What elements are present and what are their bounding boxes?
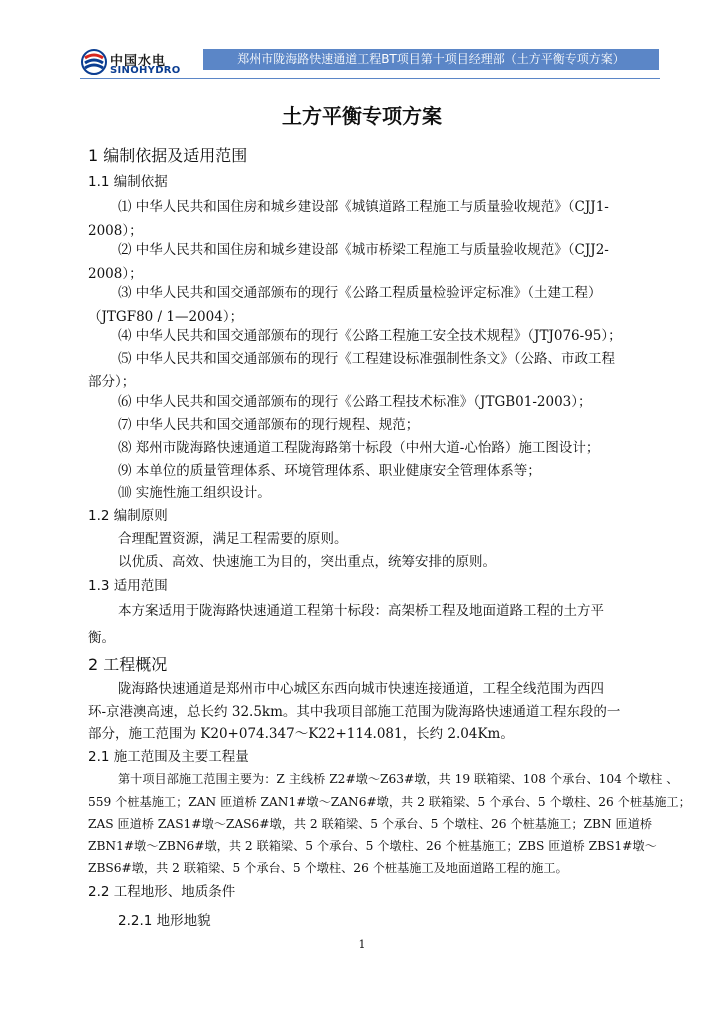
document-title: 土方平衡专项方案: [282, 104, 442, 128]
paragraph-line: （JTGF80 / 1—2004）；: [88, 309, 244, 325]
paragraph-line: 部分，施工范围为 K20+074.347～K22+114.081，长约 2.04Km。: [88, 726, 514, 742]
paragraph-line: ⑶ 中华人民共和国交通部颁布的现行《公路工程质量检验评定标准》（土建工程）: [118, 285, 602, 301]
subsubsection-heading: 2.2.1 地形地貌: [118, 913, 211, 929]
paragraph-line: 2008）；: [88, 223, 143, 239]
paragraph-line: ZAS 匝道桥 ZAS1#墩～ZAS6#墩，共 2 联箱梁、5 个承台、5 个墩柱、26 个桩基施工；ZBN 匝道桥: [88, 817, 653, 831]
section-heading: 2 工程概况: [88, 655, 168, 674]
paragraph-line: 陇海路快速通道是郑州市中心城区东西向城市快速连接通道，工程全线范围为西四: [118, 681, 604, 697]
paragraph-line: 以优质、高效、快速施工为目的，突出重点，统筹安排的原则。: [118, 554, 496, 570]
paragraph-line: ⑷ 中华人民共和国交通部颁布的现行《公路工程施工安全技术规程》（JTJ076-95）；: [118, 328, 622, 344]
sinohydro-logo: [80, 48, 192, 78]
paragraph-line: ⑽ 实施性施工组织设计。: [118, 485, 271, 501]
subsection-heading: 2.2 工程地形、地质条件: [88, 884, 236, 900]
paragraph-line: ⑼ 本单位的质量管理体系、环境管理体系、职业健康安全管理体系等；: [118, 463, 541, 479]
subsection-heading: 1.3 适用范围: [88, 578, 168, 594]
subsection-heading: 1.2 编制原则: [88, 508, 168, 524]
paragraph-line: ⑸ 中华人民共和国交通部颁布的现行《工程建设标准强制性条文》（公路、市政工程: [118, 351, 616, 367]
subsection-heading: 2.1 施工范围及主要工程量: [88, 749, 249, 765]
paragraph-line: 2008）；: [88, 266, 143, 282]
paragraph-line: 环-京港澳高速，总长约 32.5km。其中我项目部施工范围为陇海路快速通道工程东段的一: [88, 704, 621, 720]
paragraph-line: 559 个桩基施工；ZAN 匝道桥 ZAN1#墩～ZAN6#墩，共 2 联箱梁、5 个承台、5 个墩柱、26 个桩基施工；: [88, 795, 691, 809]
paragraph-line: ⑻ 郑州市陇海路快速通道工程陇海路第十标段（中州大道-心怡路）施工图设计；: [118, 440, 600, 456]
logo-chinese-text: 中国水电: [110, 54, 167, 69]
header-banner: 郑州市陇海路快速通道工程BT项目第十项目经理部（土方平衡专项方案）: [203, 49, 659, 70]
section-heading: 1 编制依据及适用范围: [88, 146, 248, 165]
paragraph-line: 合理配置资源，满足工程需要的原则。: [118, 531, 348, 547]
paragraph-line: 部分）；: [88, 374, 136, 390]
logo-english-text: SINOHYDRO: [110, 65, 181, 76]
page-header: [80, 44, 660, 80]
paragraph-line: 第十项目部施工范围主要为：Z 主线桥 Z2#墩～Z63#墩，共 19 联箱梁、108 个承台、104 个墩柱 、: [118, 772, 679, 786]
page-number: 1: [358, 938, 366, 951]
paragraph-line: ⑺ 中华人民共和国交通部颁布的现行规程、规范；: [118, 417, 420, 433]
sinohydro-logo-icon: [80, 48, 108, 76]
subsection-heading: 1.1 编制依据: [88, 174, 168, 190]
paragraph-line: ⑹ 中华人民共和国交通部颁布的现行《公路工程技术标准》（JTGB01-2003）；: [118, 394, 592, 410]
paragraph-line: ⑴ 中华人民共和国住房和城乡建设部《城镇道路工程施工与质量验收规范》（CJJ1-: [118, 199, 609, 215]
paragraph-line: 本方案适用于陇海路快速通道工程第十标段：高架桥工程及地面道路工程的土方平: [118, 603, 604, 619]
paragraph-line: ZBN1#墩～ZBN6#墩，共 2 联箱梁、5 个承台、5 个墩柱、26 个桩基施工；ZBS 匝道桥 ZBS1#墩～: [88, 839, 657, 853]
paragraph-line: ⑵ 中华人民共和国住房和城乡建设部《城市桥梁工程施工与质量验收规范》（CJJ2-: [118, 242, 609, 258]
paragraph-line: ZBS6#墩，共 2 联箱梁、5 个承台、5 个墩柱、26 个桩基施工及地面道路工程的施工。: [88, 861, 568, 875]
header-divider: [80, 78, 660, 79]
paragraph-line: 衡。: [88, 630, 115, 646]
